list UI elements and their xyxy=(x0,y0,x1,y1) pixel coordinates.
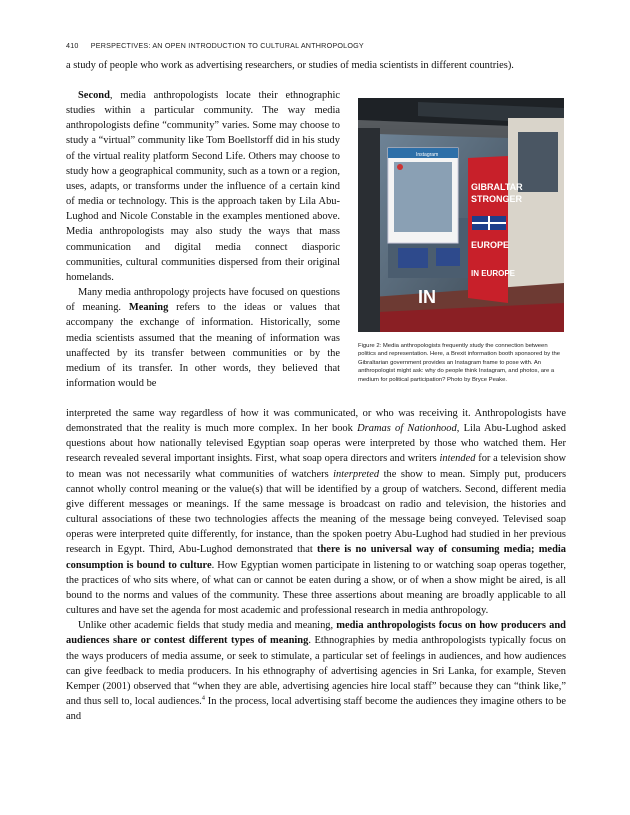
bold-universal: there is no universal way of consuming media; media consumption is bound to culture xyxy=(66,544,566,571)
frame-label: Instagram xyxy=(416,152,439,158)
paragraph-0: a study of people who work as advertising researchers, or studies of media scientists in different countries). xyxy=(66,60,514,71)
sign-gibraltar: GIBRALTAR xyxy=(471,182,523,192)
meaning-lead: Many media anthropology projects have focused on questions of meaning. xyxy=(66,287,340,314)
left-column-text xyxy=(66,88,340,391)
text-run: for a television show to mean was not necessarily what communities of watchers xyxy=(66,453,566,480)
paragraph-second xyxy=(66,88,340,285)
text-run: In the process, local advertising staff become the audiences they imagine others to be and xyxy=(66,695,566,723)
text-run: interpreted the same way regardless of how it was communicated, or who was receiving it. Anthropologists have demonstrated that the reality is much more complex. In her book xyxy=(66,408,566,435)
text-run: the show to mean. Simply put, producers cannot wholly control meaning or the value(s) that will be identified by a group of watchers. Second, different media give different messages or meanings. If the same message is broadcast on radio and television, the histories and cultural associations of these two technologies affects the meaning of the message being conveyed. Televised soap operas were interpreted quite differently, for instance, than the spoken poetry Abu-Lughod had studied in her previous research in Egypt. Third, Abu-Lughod demonstrated that xyxy=(66,468,567,556)
figure-caption: Figure 2: Media anthropologists frequently study the connection between politics and representation. Here, a Brexit information booth sponsored by the Gibraltarian government provides an Instagram frame to pose with. An anthropologist might ask: why do people think Instagram, and photos, are a medium for political participation? Photo by Bryce Peake. xyxy=(358,343,561,383)
bold-second: Second xyxy=(78,90,110,101)
paragraph-meaning-continued xyxy=(66,406,566,618)
bold-meaning: Meaning xyxy=(128,302,169,314)
italic-interpreted: interpreted xyxy=(333,468,380,480)
text-run: . Ethnographies by media anthropologists typically focus on the ways producers of media assume, or seek to stimulate, a particular set of feelings in audiences, and how audiences can give feedback to media producers. In his ethnography of advertising agencies in Sri Lanka, for example, Steven Kemper (2001) observed that “when they are able, advertising agencies hire local staff” because they can “think like,” and thus sell to, local audiences. xyxy=(66,635,566,707)
sign-in: IN xyxy=(418,287,436,307)
sign-stronger: STRONGER xyxy=(471,194,523,204)
paragraph-second-text: , media anthropologists locate their ethnographic studies within a particular community. The way media anthropologists define “community” varies. Some may choose to study a “virtual” community like Tom Boellstorff did in his study of the virtual reality platform Second Life. Others may choose to study how a geographical community, such as a town or a region, uses, adapts, or transforms under the influence of a certain kind of media or technology. This is the approach taken by Lila Abu-Lughod and Nicole Constable in the examples mentioned above. Media anthropologists may also study the ways that mass communication and digital media connect diasporic communities, cultural communities dispersed from their original homelands. xyxy=(66,90,340,283)
page-number: 410 xyxy=(66,41,79,50)
full-width-text xyxy=(66,406,566,724)
book-title: Dramas of Nationhood xyxy=(357,423,457,435)
meaning-definition: refers to the ideas or values that accompany the exchange of information. Historically, some media scientists assumed that the meaning of information was unaffected by its transfer between communities or by the medium of its transfer. In other words, they believed that information would be xyxy=(66,302,340,389)
sign-europe: EUROPE xyxy=(471,240,510,250)
paragraph-producers xyxy=(66,618,566,724)
bold-producers: media anthropologists focus on how producers and audiences share or contest different types of meaning xyxy=(66,620,566,647)
brexit-booth-photo xyxy=(358,98,564,332)
figure-photo xyxy=(358,98,564,332)
continuation-paragraph xyxy=(66,58,566,73)
running-title: PERSPECTIVES: AN OPEN INTRODUCTION TO CULTURAL ANTHROPOLOGY xyxy=(90,41,364,50)
running-header xyxy=(66,41,566,50)
text-run: . How Egyptian women participate in listening to or watching soap operas together, the practices of who sits where, of what can or cannot be eaten during a show, or of when a show might be aired, is all bound to the norms and values of the community. These three assertions about meaning are broadly applicable to all cultures and have set the agenda for most academic and professional research in media anthropology. xyxy=(66,559,566,617)
paragraph-meaning xyxy=(66,285,340,391)
text-run: Unlike other academic fields that study media and meaning, xyxy=(78,620,337,632)
text-run: , Lila Abu-Lughod asked questions about how nationally televised Egyptian soap operas were interpreted by those who watched them. Her research revealed several important insights. First, what soap opera directors and writers xyxy=(66,423,566,465)
footnote-marker[interactable]: 4 xyxy=(201,694,205,702)
sign-in-europe: IN EUROPE xyxy=(471,269,516,278)
italic-intended: intended xyxy=(439,453,476,465)
